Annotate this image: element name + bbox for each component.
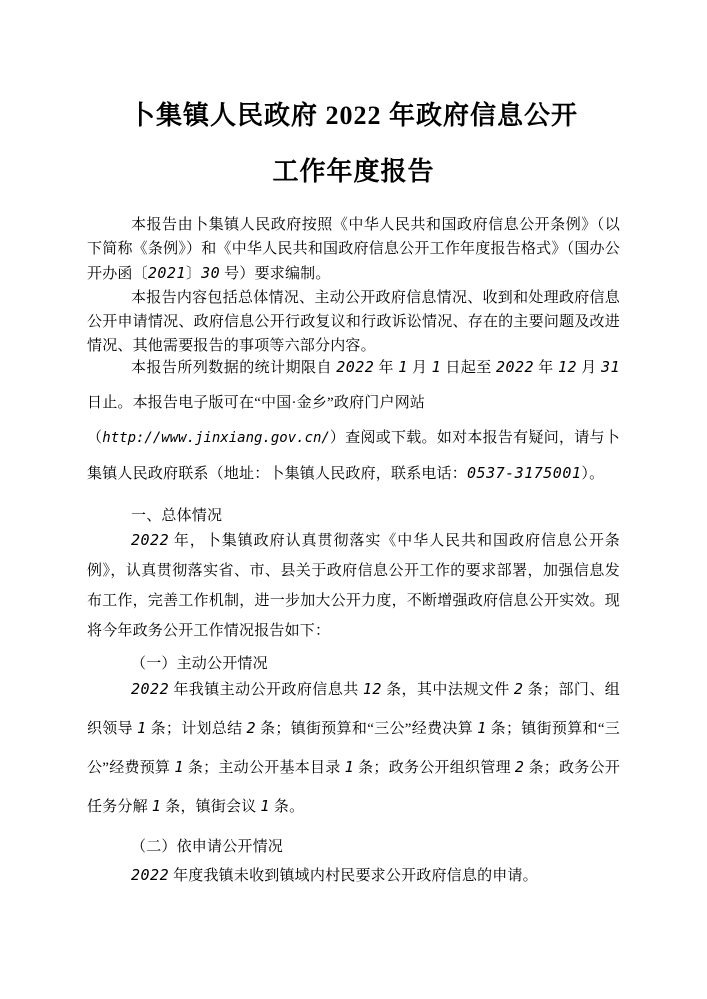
- data-period-contact-paragraph: [87, 350, 620, 492]
- overview-paragraph: 2022 年，卜集镇政府认真贯彻落实《中华人民共和国政府信息公开条例》，认真贯彻落实省、市、县关于政府信息公开工作的要求部署，加强信息发布工作，完善工作机制，进一步加大公开力度，不断增强政府信息公开实效。现将今年政务公开工作情况报告如下：: [87, 531, 620, 639]
- script-font-run: 2: [246, 719, 257, 737]
- intro-basis-paragraph: 本报告由卜集镇人民政府按照《中华人民共和国政府信息公开条例》（以下简称《条例》）和《中华人民共和国政府信息公开工作年度报告格式》（国办公开办函〔2021〕30 号）要求编制。: [87, 217, 620, 282]
- script-font-run: 2022: [131, 866, 170, 884]
- document-title: [87, 88, 620, 200]
- script-font-run: 1: [174, 758, 184, 776]
- section-heading-proactive-disclosure: （一）主动公开情况: [131, 656, 268, 672]
- script-font-run: 2022: [131, 531, 170, 549]
- disclosure-upon-request-paragraph: 2022 年度我镇未收到镇域内村民要求公开政府信息的申请。: [131, 866, 538, 884]
- script-font-run: 0537-3175001: [467, 464, 582, 482]
- script-font-run: 1: [260, 797, 270, 815]
- script-font-run: 12: [557, 358, 578, 376]
- script-font-run: 12: [362, 680, 382, 698]
- script-font-run: 1: [136, 719, 147, 737]
- script-font-run: 1: [151, 797, 162, 815]
- document-title-line-1: 卜集镇人民政府 2022 年政府信息公开: [128, 101, 578, 130]
- script-font-run: 2022: [336, 358, 375, 376]
- website-contact-text: （http://www.jinxiang.gov.cn/）查阅或下载。如对本报告有疑问，请与卜集镇人民政府联系（地址：卜集镇人民政府，联系电话：0537-3175001）。: [87, 430, 620, 482]
- script-font-run: 2022: [131, 680, 170, 698]
- script-font-run: 2: [514, 758, 525, 776]
- script-font-run: 2022: [495, 358, 535, 376]
- script-font-run: 1: [477, 719, 487, 737]
- section-heading-disclosure-upon-request: （二）依申请公开情况: [131, 839, 284, 855]
- script-font-run: 1: [398, 358, 408, 376]
- script-font-run: 2021: [147, 264, 186, 282]
- report-contents-paragraph: 本报告内容包括总体情况、主动公开政府信息情况、收到和处理政府信息公开申请情况、政府信息公开行政复议和行政诉讼情况、存在的主要问题及改进情况、其他需要报告的事项等六部分内容。: [87, 290, 620, 354]
- proactive-disclosure-paragraph: 2022 年我镇主动公开政府信息共 12 条，其中法规文件 2 条；部门、组织领导 1 条；计划总结 2 条；镇街预算和“三公”经费决算 1 条；镇街预算和“三公”经费预算 1 条；主动公开基本目录 1 条；政务公开组织管理 2 条；政务公开任务分解 1 条，镇街会议 1 条。: [87, 680, 621, 815]
- section-heading-overview: 一、总体情况: [131, 508, 223, 524]
- script-font-run: 1: [344, 758, 355, 776]
- script-font-run: 1: [431, 358, 442, 376]
- script-font-run: 31: [600, 358, 620, 376]
- data-period-text: 本报告所列数据的统计期限自 2022 年 1 月 1 日起至 2022 年 12 月 31 日止。本报告电子版可在“中国·金乡”政府门户网站: [87, 358, 620, 411]
- script-font-run: 2: [513, 680, 524, 698]
- script-font-run: 30: [201, 264, 221, 282]
- document-title-line-2: 工作年度报告: [272, 157, 435, 186]
- script-font-run: http://www.jinxiang.gov.cn/: [102, 430, 330, 446]
